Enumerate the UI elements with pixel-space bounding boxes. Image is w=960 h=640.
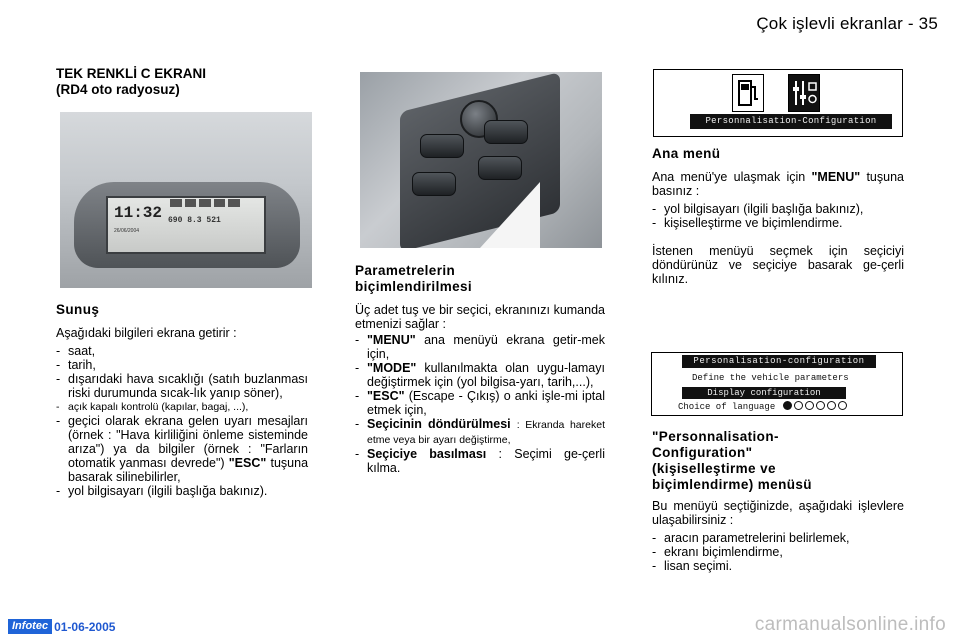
language-flag-icon bbox=[827, 401, 836, 410]
lcd-menu-title: Personalisation-configuration bbox=[682, 355, 876, 368]
list-item: - ekranı biçimlendirme, bbox=[652, 545, 904, 559]
page-title: Çok işlevli ekranlar - 35 bbox=[756, 14, 938, 33]
sunus-intro: Aşağıdaki bilgileri ekrana getirir : bbox=[56, 326, 237, 340]
ana-menu-section bbox=[652, 146, 904, 286]
list-item: - tarih, bbox=[56, 358, 308, 372]
list-item bbox=[355, 447, 605, 475]
ana-menu-list bbox=[652, 202, 904, 230]
dashboard-status-icons bbox=[170, 199, 240, 209]
selector-rotate-keyword: Seçicinin döndürülmesi bbox=[367, 417, 511, 431]
lcd-menu-line bbox=[678, 401, 847, 413]
control-button bbox=[484, 120, 528, 144]
ana-intro-text: Ana menü'ye ulaşmak için bbox=[652, 170, 806, 184]
list-item bbox=[355, 389, 605, 417]
list-item: - yol bilgisayarı (ilgili başlığa bakınız), bbox=[652, 202, 904, 216]
param-title-line2: biçimlendirilmesi bbox=[355, 279, 473, 294]
sunus-section bbox=[56, 302, 308, 498]
list-item bbox=[355, 333, 605, 361]
ana-menu-intro bbox=[652, 170, 904, 198]
list-item-text: (Escape - Çıkış) o anki işle-mi iptal etmek için, bbox=[367, 389, 605, 417]
list-item-text: : Seçimi ge-çerli kılma. bbox=[367, 447, 605, 475]
list-item: - saat, bbox=[56, 344, 308, 358]
ana-menu-title: Ana menü bbox=[652, 146, 721, 161]
infotec-logo: Infotec bbox=[8, 619, 52, 634]
parametrelerin-section bbox=[355, 263, 605, 475]
footer-date: 01-06-2005 bbox=[54, 619, 116, 634]
menu-keyword: "MENU" bbox=[367, 333, 416, 347]
param-title-line1: Parametrelerin bbox=[355, 263, 456, 278]
ana-intro-text: tuşuna basınız : bbox=[652, 170, 904, 198]
watermark: carmanualsonline.info bbox=[754, 614, 946, 635]
control-button bbox=[478, 156, 522, 180]
ana-menu-paragraph: İstenen menüyü seçmek için seçiciyi döndürünüz ve seçiciye basarak ge-çerli kılınız. bbox=[652, 244, 904, 286]
menu-keyword: "MENU" bbox=[811, 170, 861, 184]
control-button bbox=[412, 172, 456, 196]
control-button bbox=[420, 134, 464, 158]
list-item bbox=[355, 417, 605, 447]
language-label: Choice of language bbox=[678, 402, 776, 412]
pc-intro: Bu menüyü seçtiğinizde, aşağıdaki işlevlere ulaşabilirsiniz : bbox=[652, 499, 904, 527]
personalisation-lcd bbox=[651, 352, 903, 416]
language-flag-icon bbox=[783, 401, 792, 410]
list-item-text: kullanılmakta olan uygu-lamayı değiştirmek için (yol bilgisa-yarı, tarih,...), bbox=[367, 361, 605, 389]
list-item bbox=[56, 414, 308, 484]
list-item: - dışarıdaki hava sıcaklığı (satıh buzlanması riski durumunda sıcak-lık yanıp söner), bbox=[56, 372, 308, 400]
photo-corner-mask bbox=[480, 182, 540, 248]
dashboard-time: 11:32 bbox=[114, 204, 163, 222]
list-item-text: : Ekranda hareket etme veya bir ayarı değiştirme, bbox=[367, 419, 605, 446]
dashboard-date: 26/06/2004 bbox=[114, 228, 140, 234]
param-list bbox=[355, 333, 605, 475]
lcd-menu-selected-line: Display configuration bbox=[682, 387, 846, 399]
pc-title-line2: Configuration" bbox=[652, 445, 753, 460]
language-flag-icon bbox=[794, 401, 803, 410]
main-heading-line2: (RD4 oto radyosuz) bbox=[56, 82, 180, 97]
list-item-text: ana menüyü ekrana getir-mek için, bbox=[367, 333, 605, 361]
fuel-pump-icon bbox=[732, 74, 764, 112]
sunus-title: Sunuş bbox=[56, 302, 100, 317]
list-item: - lisan seçimi. bbox=[652, 559, 904, 573]
main-heading-line1: TEK RENKLİ C EKRANI bbox=[56, 66, 207, 81]
personalisation-section bbox=[652, 429, 904, 573]
language-flag-icon bbox=[816, 401, 825, 410]
pc-title-line4: biçimlendirme) menüsü bbox=[652, 477, 812, 492]
settings-sliders-icon bbox=[788, 74, 820, 112]
esc-keyword: "ESC" bbox=[367, 389, 405, 403]
esc-keyword: "ESC" bbox=[228, 456, 267, 470]
pc-title-line3: (kişiselleştirme ve bbox=[652, 461, 776, 476]
pc-title-line1: "Personnalisation- bbox=[652, 429, 779, 444]
language-flag-icon bbox=[805, 401, 814, 410]
list-item: - aracın parametrelerini belirlemek, bbox=[652, 531, 904, 545]
list-item: - kişiselleştirme ve biçimlendirme. bbox=[652, 216, 904, 230]
list-item bbox=[355, 361, 605, 389]
list-item: - açık kapalı kontrolü (kapılar, bagaj, ...), bbox=[56, 400, 308, 414]
dashboard-values: 690 8.3 521 bbox=[168, 216, 221, 225]
selector-press-keyword: Seçiciye basılması bbox=[367, 447, 487, 461]
left-column-heading bbox=[56, 66, 312, 98]
list-item: - yol bilgisayarı (ilgili başlığa bakınız). bbox=[56, 484, 308, 498]
sunus-list bbox=[56, 344, 308, 498]
list-item-text: geçici olarak ekrana gelen uyarı mesajları (örnek : "Hava kirliliğini önleme sisteminde arıza") ya da bilgiler (örnek : "Farların otomatik yanması devrede") bbox=[68, 414, 308, 470]
language-flag-icon bbox=[838, 401, 847, 410]
list-item-text: tuşuna basarak silinebilirler, bbox=[68, 456, 309, 484]
footer bbox=[8, 619, 115, 634]
dashboard-display-photo bbox=[60, 112, 312, 288]
main-menu-selected-bar: Personnalisation-Configuration bbox=[690, 114, 892, 129]
control-panel-photo bbox=[360, 72, 602, 248]
mode-keyword: "MODE" bbox=[367, 361, 417, 375]
param-intro: Üç adet tuş ve bir seçici, ekranınızı kumanda etmenizi sağlar : bbox=[355, 303, 605, 331]
pc-list bbox=[652, 531, 904, 573]
lcd-menu-line: Define the vehicle parameters bbox=[692, 373, 849, 383]
main-menu-lcd bbox=[653, 69, 903, 137]
